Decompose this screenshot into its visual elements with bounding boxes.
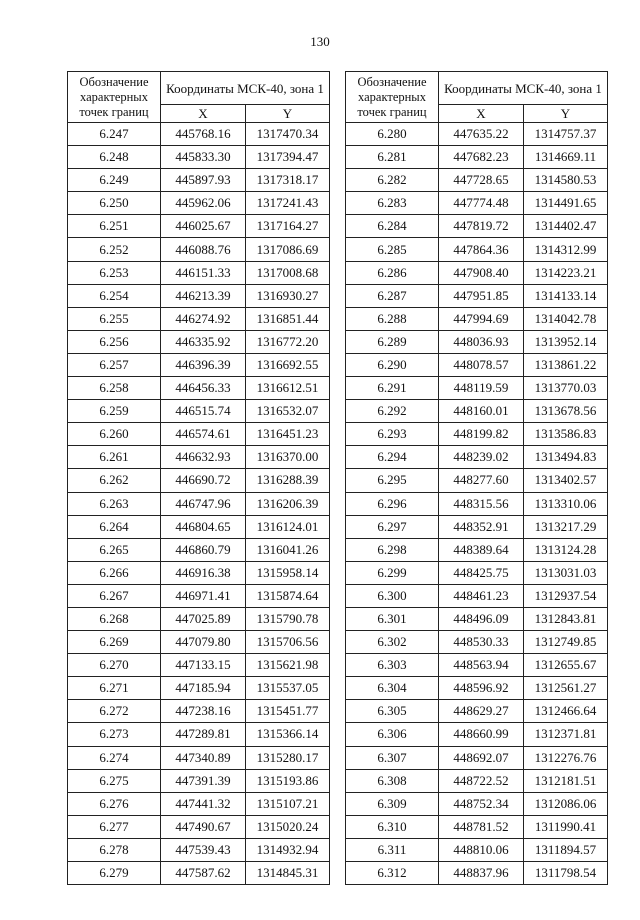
x-cell: 447490.67 [161,815,246,838]
point-id-cell: 6.251 [68,215,161,238]
table-row [346,769,608,792]
x-cell: 446213.39 [161,284,246,307]
header-coordinates: Координаты МСК-40, зона 1 [161,72,330,105]
table-row [346,631,608,654]
table-row [68,353,330,376]
table-row [68,423,330,446]
table-row [346,446,608,469]
table-row [68,492,330,515]
y-cell: 1311894.57 [524,838,608,861]
y-cell: 1316851.44 [246,307,330,330]
x-cell: 448692.07 [439,746,524,769]
table-row [346,330,608,353]
x-cell: 448352.91 [439,515,524,538]
point-id-cell: 6.249 [68,169,161,192]
point-id-cell: 6.300 [346,584,439,607]
y-cell: 1315451.77 [246,700,330,723]
x-cell: 448277.60 [439,469,524,492]
x-cell: 448389.64 [439,538,524,561]
x-cell: 448629.27 [439,700,524,723]
point-id-cell: 6.248 [68,146,161,169]
table-row [68,238,330,261]
point-id-cell: 6.257 [68,353,161,376]
table-row [68,169,330,192]
table-row [68,446,330,469]
x-cell: 445768.16 [161,123,246,146]
y-cell: 1314042.78 [524,307,608,330]
point-id-cell: 6.292 [346,400,439,423]
x-cell: 446088.76 [161,238,246,261]
table-row [68,631,330,654]
y-cell: 1316612.51 [246,377,330,400]
table-row [68,607,330,630]
table-row [346,469,608,492]
table-row [68,769,330,792]
x-cell: 448461.23 [439,584,524,607]
point-id-cell: 6.288 [346,307,439,330]
y-cell: 1315193.86 [246,769,330,792]
point-id-cell: 6.261 [68,446,161,469]
x-cell: 447391.39 [161,769,246,792]
x-cell: 446396.39 [161,353,246,376]
point-id-cell: 6.298 [346,538,439,561]
table-row [68,792,330,815]
y-cell: 1316451.23 [246,423,330,446]
table-row [346,146,608,169]
y-cell: 1317164.27 [246,215,330,238]
y-cell: 1316041.26 [246,538,330,561]
x-cell: 448722.52 [439,769,524,792]
point-id-cell: 6.250 [68,192,161,215]
point-id-cell: 6.299 [346,561,439,584]
y-cell: 1315020.24 [246,815,330,838]
x-cell: 448119.59 [439,377,524,400]
header-x: X [439,105,524,123]
table-row [346,169,608,192]
table-row [346,677,608,700]
point-id-cell: 6.260 [68,423,161,446]
y-cell: 1315790.78 [246,607,330,630]
point-id-cell: 6.258 [68,377,161,400]
point-id-cell: 6.276 [68,792,161,815]
y-cell: 1315621.98 [246,654,330,677]
x-cell: 446860.79 [161,538,246,561]
point-id-cell: 6.284 [346,215,439,238]
table-row [346,238,608,261]
y-cell: 1314757.37 [524,123,608,146]
point-id-cell: 6.291 [346,377,439,400]
point-id-cell: 6.312 [346,862,439,885]
y-cell: 1314932.94 [246,838,330,861]
point-id-cell: 6.263 [68,492,161,515]
table-row [346,746,608,769]
y-cell: 1317086.69 [246,238,330,261]
point-id-cell: 6.306 [346,723,439,746]
point-id-cell: 6.247 [68,123,161,146]
x-cell: 447819.72 [439,215,524,238]
y-cell: 1314491.65 [524,192,608,215]
x-cell: 446456.33 [161,377,246,400]
x-cell: 448239.02 [439,446,524,469]
y-cell: 1313402.57 [524,469,608,492]
table-row [346,307,608,330]
point-id-cell: 6.262 [68,469,161,492]
x-cell: 446690.72 [161,469,246,492]
y-cell: 1316772.20 [246,330,330,353]
x-cell: 448425.75 [439,561,524,584]
y-cell: 1317241.43 [246,192,330,215]
y-cell: 1312276.76 [524,746,608,769]
table-row [346,862,608,885]
table-row [68,307,330,330]
x-cell: 448563.94 [439,654,524,677]
point-id-cell: 6.252 [68,238,161,261]
point-id-cell: 6.305 [346,700,439,723]
x-cell: 445897.93 [161,169,246,192]
y-cell: 1315366.14 [246,723,330,746]
table-row [346,792,608,815]
point-id-cell: 6.272 [68,700,161,723]
table-row [68,123,330,146]
x-cell: 448530.33 [439,631,524,654]
header-y: Y [246,105,330,123]
header-x: X [161,105,246,123]
table-row [346,377,608,400]
table-row [346,607,608,630]
x-cell: 448837.96 [439,862,524,885]
point-id-cell: 6.273 [68,723,161,746]
table-row [68,538,330,561]
x-cell: 446335.92 [161,330,246,353]
y-cell: 1315107.21 [246,792,330,815]
y-cell: 1317008.68 [246,261,330,284]
table-row [346,123,608,146]
table-row [346,584,608,607]
y-cell: 1312181.51 [524,769,608,792]
y-cell: 1313031.03 [524,561,608,584]
x-cell: 448160.01 [439,400,524,423]
y-cell: 1312655.67 [524,654,608,677]
x-cell: 448660.99 [439,723,524,746]
y-cell: 1312749.85 [524,631,608,654]
x-cell: 447025.89 [161,607,246,630]
x-cell: 445833.30 [161,146,246,169]
x-cell: 446632.93 [161,446,246,469]
x-cell: 446804.65 [161,515,246,538]
coordinates-table-left [67,71,330,885]
point-id-cell: 6.283 [346,192,439,215]
point-id-cell: 6.304 [346,677,439,700]
table-row [346,538,608,561]
point-id-cell: 6.264 [68,515,161,538]
table-row [68,400,330,423]
table-row [68,700,330,723]
y-cell: 1316206.39 [246,492,330,515]
y-cell: 1314223.21 [524,261,608,284]
header-y: Y [524,105,608,123]
table-row [346,815,608,838]
x-cell: 446916.38 [161,561,246,584]
table-row [68,146,330,169]
y-cell: 1313310.06 [524,492,608,515]
point-id-cell: 6.275 [68,769,161,792]
point-id-cell: 6.253 [68,261,161,284]
x-cell: 447682.23 [439,146,524,169]
x-cell: 447635.22 [439,123,524,146]
point-id-cell: 6.303 [346,654,439,677]
table-row [68,215,330,238]
y-cell: 1317318.17 [246,169,330,192]
x-cell: 447441.32 [161,792,246,815]
point-id-cell: 6.297 [346,515,439,538]
y-cell: 1313770.03 [524,377,608,400]
y-cell: 1313678.56 [524,400,608,423]
point-id-cell: 6.277 [68,815,161,838]
point-id-cell: 6.269 [68,631,161,654]
table-row [346,723,608,746]
point-id-cell: 6.308 [346,769,439,792]
x-cell: 446151.33 [161,261,246,284]
y-cell: 1314312.99 [524,238,608,261]
y-cell: 1312466.64 [524,700,608,723]
point-id-cell: 6.296 [346,492,439,515]
y-cell: 1313952.14 [524,330,608,353]
table-row [346,192,608,215]
table-row [346,492,608,515]
table-row [346,215,608,238]
table-row [346,400,608,423]
x-cell: 447728.65 [439,169,524,192]
x-cell: 447133.15 [161,654,246,677]
point-id-cell: 6.254 [68,284,161,307]
table-row [346,838,608,861]
y-cell: 1316692.55 [246,353,330,376]
y-cell: 1313494.83 [524,446,608,469]
point-id-cell: 6.310 [346,815,439,838]
x-cell: 448496.09 [439,607,524,630]
table-row [68,723,330,746]
y-cell: 1316288.39 [246,469,330,492]
y-cell: 1314669.11 [524,146,608,169]
point-id-cell: 6.271 [68,677,161,700]
point-id-cell: 6.278 [68,838,161,861]
y-cell: 1312371.81 [524,723,608,746]
table-row [68,584,330,607]
y-cell: 1316124.01 [246,515,330,538]
point-id-cell: 6.293 [346,423,439,446]
x-cell: 448199.82 [439,423,524,446]
y-cell: 1314580.53 [524,169,608,192]
y-cell: 1312086.06 [524,792,608,815]
x-cell: 447079.80 [161,631,246,654]
point-id-cell: 6.282 [346,169,439,192]
point-id-cell: 6.256 [68,330,161,353]
table-row [68,261,330,284]
table-row [68,677,330,700]
y-cell: 1316930.27 [246,284,330,307]
header-designation: Обозначение характерных точек границ [68,72,161,123]
table-row [68,377,330,400]
x-cell: 447185.94 [161,677,246,700]
y-cell: 1315706.56 [246,631,330,654]
header-coordinates: Координаты МСК-40, зона 1 [439,72,608,105]
x-cell: 447587.62 [161,862,246,885]
x-cell: 448315.56 [439,492,524,515]
y-cell: 1312937.54 [524,584,608,607]
x-cell: 447238.16 [161,700,246,723]
x-cell: 447994.69 [439,307,524,330]
y-cell: 1312561.27 [524,677,608,700]
y-cell: 1311798.54 [524,862,608,885]
y-cell: 1315280.17 [246,746,330,769]
x-cell: 445962.06 [161,192,246,215]
y-cell: 1316532.07 [246,400,330,423]
x-cell: 447289.81 [161,723,246,746]
x-cell: 448781.52 [439,815,524,838]
table-row [346,515,608,538]
table-row [68,284,330,307]
point-id-cell: 6.280 [346,123,439,146]
x-cell: 448596.92 [439,677,524,700]
point-id-cell: 6.286 [346,261,439,284]
table-row [346,654,608,677]
point-id-cell: 6.311 [346,838,439,861]
point-id-cell: 6.255 [68,307,161,330]
table-row [68,469,330,492]
point-id-cell: 6.279 [68,862,161,885]
table-row [68,330,330,353]
y-cell: 1312843.81 [524,607,608,630]
y-cell: 1315537.05 [246,677,330,700]
x-cell: 446025.67 [161,215,246,238]
x-cell: 446574.61 [161,423,246,446]
x-cell: 448036.93 [439,330,524,353]
y-cell: 1316370.00 [246,446,330,469]
x-cell: 446747.96 [161,492,246,515]
x-cell: 448078.57 [439,353,524,376]
table-row [68,561,330,584]
y-cell: 1314133.14 [524,284,608,307]
y-cell: 1314845.31 [246,862,330,885]
x-cell: 448752.34 [439,792,524,815]
table-row [68,192,330,215]
x-cell: 447340.89 [161,746,246,769]
y-cell: 1313586.83 [524,423,608,446]
x-cell: 446515.74 [161,400,246,423]
header-designation: Обозначение характерных точек границ [346,72,439,123]
table-row [346,423,608,446]
y-cell: 1313124.28 [524,538,608,561]
x-cell: 447951.85 [439,284,524,307]
point-id-cell: 6.301 [346,607,439,630]
x-cell: 447774.48 [439,192,524,215]
point-id-cell: 6.302 [346,631,439,654]
page-number: 130 [310,34,330,49]
x-cell: 448810.06 [439,838,524,861]
point-id-cell: 6.287 [346,284,439,307]
coordinates-table-right [345,71,608,885]
table-row [346,261,608,284]
table-row [346,284,608,307]
y-cell: 1314402.47 [524,215,608,238]
point-id-cell: 6.267 [68,584,161,607]
table-row [68,654,330,677]
table-row [346,561,608,584]
point-id-cell: 6.289 [346,330,439,353]
table-row [68,515,330,538]
x-cell: 447908.40 [439,261,524,284]
y-cell: 1317394.47 [246,146,330,169]
point-id-cell: 6.270 [68,654,161,677]
point-id-cell: 6.268 [68,607,161,630]
y-cell: 1313861.22 [524,353,608,376]
point-id-cell: 6.285 [346,238,439,261]
point-id-cell: 6.295 [346,469,439,492]
point-id-cell: 6.274 [68,746,161,769]
table-row [68,862,330,885]
table-row [68,838,330,861]
x-cell: 447539.43 [161,838,246,861]
point-id-cell: 6.265 [68,538,161,561]
table-row [346,353,608,376]
point-id-cell: 6.259 [68,400,161,423]
point-id-cell: 6.309 [346,792,439,815]
point-id-cell: 6.294 [346,446,439,469]
x-cell: 447864.36 [439,238,524,261]
table-row [68,815,330,838]
point-id-cell: 6.266 [68,561,161,584]
x-cell: 446971.41 [161,584,246,607]
point-id-cell: 6.307 [346,746,439,769]
y-cell: 1311990.41 [524,815,608,838]
y-cell: 1317470.34 [246,123,330,146]
x-cell: 446274.92 [161,307,246,330]
y-cell: 1313217.29 [524,515,608,538]
point-id-cell: 6.290 [346,353,439,376]
table-row [68,746,330,769]
table-row [346,700,608,723]
point-id-cell: 6.281 [346,146,439,169]
y-cell: 1315958.14 [246,561,330,584]
y-cell: 1315874.64 [246,584,330,607]
